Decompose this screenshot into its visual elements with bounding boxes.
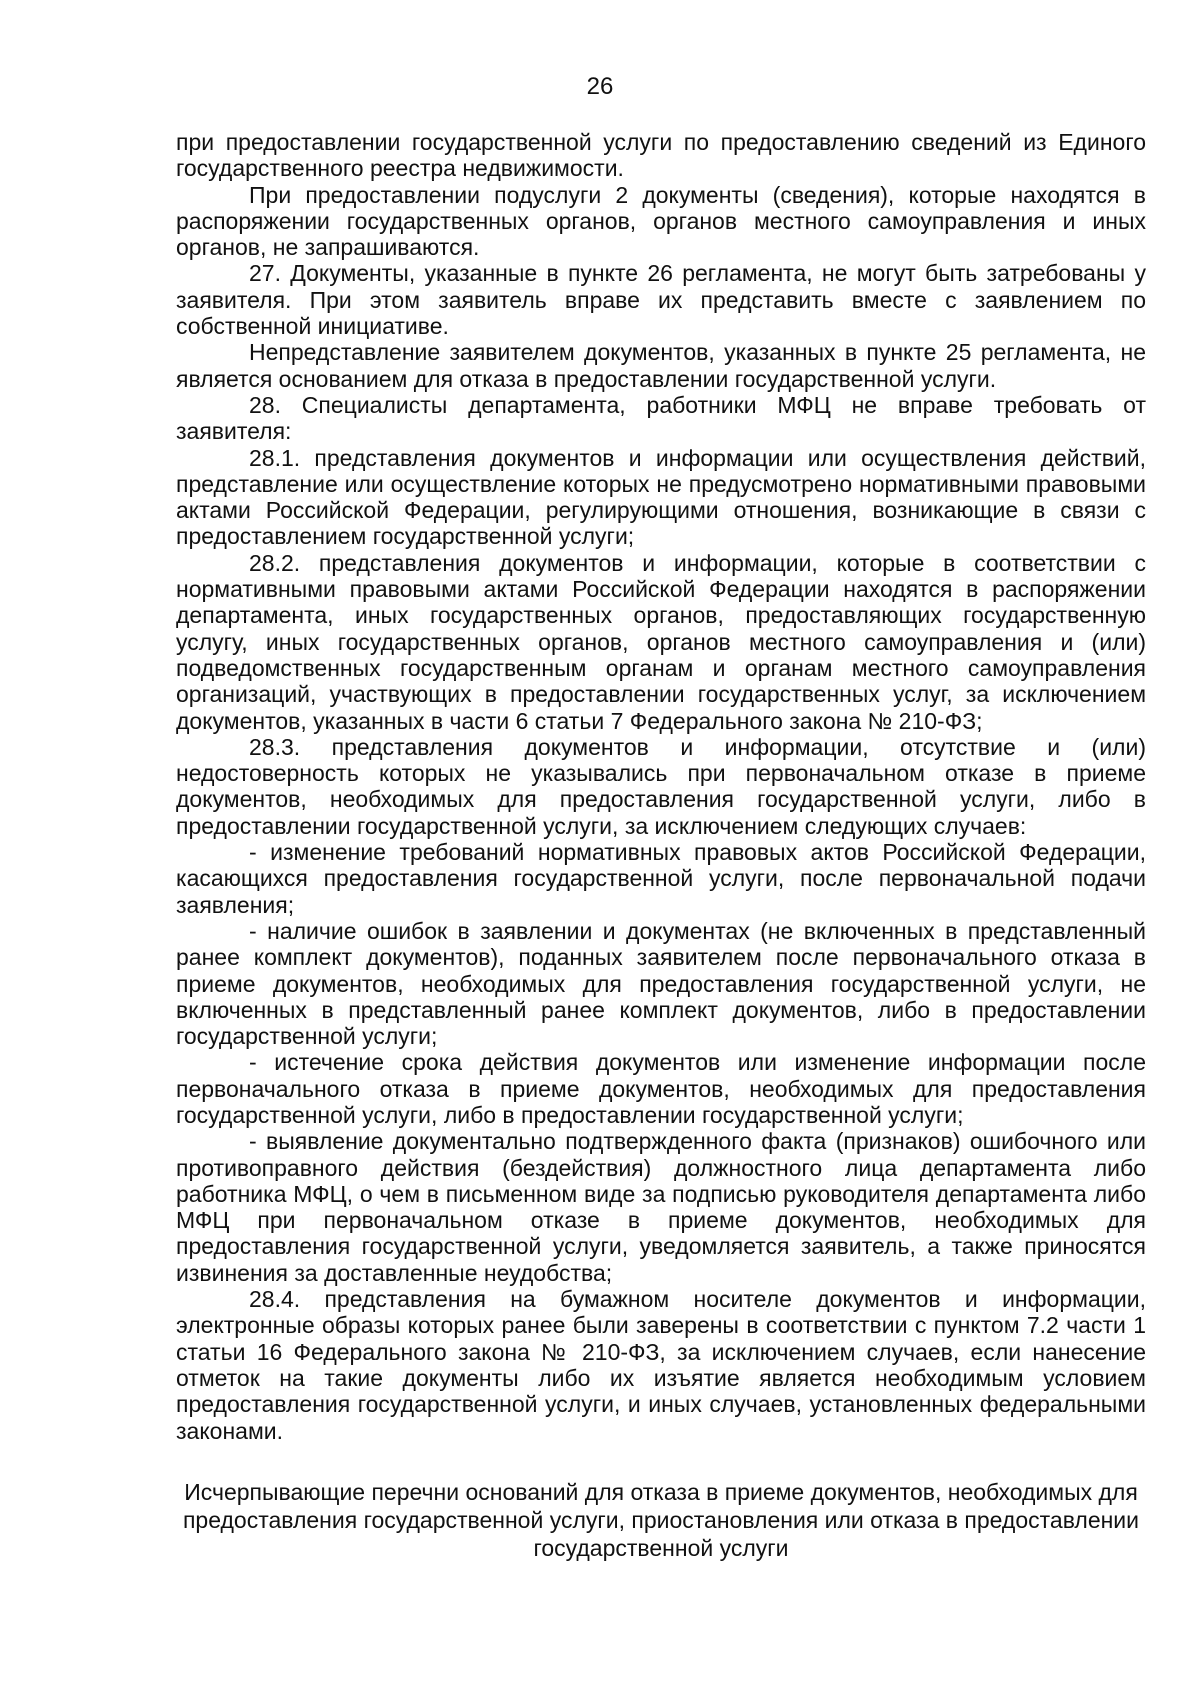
paragraph: 28.4. представления на бумажном носителе документов и информации, электронные образы которых ранее были заверены в соответствии с пунктом 7.2 части 1 статьи 16 Федерального закона № 210-ФЗ, за исключением случаев, если нанесение отметок на такие документы либо их изъятие является необходимым условием предоставления государственной услуги, и иных случаев, установленных федеральными законами. xyxy=(176,1286,1146,1444)
paragraph: 28.2. представления документов и информации, которые в соответствии с нормативными правовыми актами Российской Федерации находятся в распоряжении департамента, иных государственных органов, предоставляющих государственную услугу, иных государственных органов, органов местного самоуправления и (или) подведомственных государственным органам и органам местного самоуправления организаций, участвующих в предоставлении государственных услуг, за исключением документов, указанных в части 6 статьи 7 Федерального закона № 210-ФЗ; xyxy=(176,549,1146,734)
paragraph: Непредставление заявителем документов, указанных в пункте 25 регламента, не является основанием для отказа в предоставлении государственной услуги. xyxy=(176,339,1146,392)
list-item: - наличие ошибок в заявлении и документах (не включенных в представленный ранее комплект документов), поданных заявителем после первоначального отказа в приеме документов, необходимых для предоставления государственной услуги, не включенных в представленный ранее комплект документов, либо в предоставлении государственной услуги; xyxy=(176,917,1146,1050)
list-item: - изменение требований нормативных правовых актов Российской Федерации, касающихся предоставления государственной услуги, после первоначальной подачи заявления; xyxy=(176,839,1146,918)
page-number: 26 xyxy=(586,73,614,100)
list-item: - выявление документально подтвержденного факта (признаков) ошибочного или противоправного действия (бездействия) должностного лица департамента либо работника МФЦ, о чем в письменном виде за подписью руководителя департамента либо МФЦ при первоначальном отказе в приеме документов, необходимых для предоставления государственной услуги, уведомляется заявитель, а также приносятся извинения за доставленные неудобства; xyxy=(176,1128,1146,1286)
paragraph: 28. Специалисты департамента, работники МФЦ не вправе требовать от заявителя: xyxy=(176,391,1146,445)
paragraph: 27. Документы, указанные в пункте 26 регламента, не могут быть затребованы у заявителя. При этом заявитель вправе их представить вместе с заявлением по собственной инициативе. xyxy=(176,260,1146,340)
paragraph: 28.1. представления документов и информации или осуществления действий, представление или осуществление которых не предусмотрено нормативными правовыми актами Российской Федерации, регулирующими отношения, возникающие в связи с предоставлением государственной услуги; xyxy=(176,444,1146,550)
list-item: - истечение срока действия документов или изменение информации после первоначального отказа в приеме документов, необходимых для предоставления государственной услуги, либо в предоставлении государственной услуги; xyxy=(176,1049,1146,1128)
paragraph: при предоставлении государственной услуги по предоставлению сведений из Единого государственного реестра недвижимости. xyxy=(176,129,1146,182)
section-heading: Исчерпывающие перечни оснований для отказа в приеме документов, необходимых для предоставления государственной услуги, приостановления или отказа в предоставлении государственной услуги xyxy=(182,1479,1140,1561)
document-body xyxy=(176,129,1146,1444)
paragraph: 28.3. представления документов и информации, отсутствие и (или) недостоверность которых не указывались при первоначальном отказе в приеме документов, необходимых для предоставления государственной услуги, либо в предоставлении государственной услуги, за исключением следующих случаев: xyxy=(176,733,1146,839)
paragraph: При предоставлении подуслуги 2 документы (сведения), которые находятся в распоряжении государственных органов, органов местного самоуправления и иных органов, не запрашиваются. xyxy=(176,181,1146,261)
